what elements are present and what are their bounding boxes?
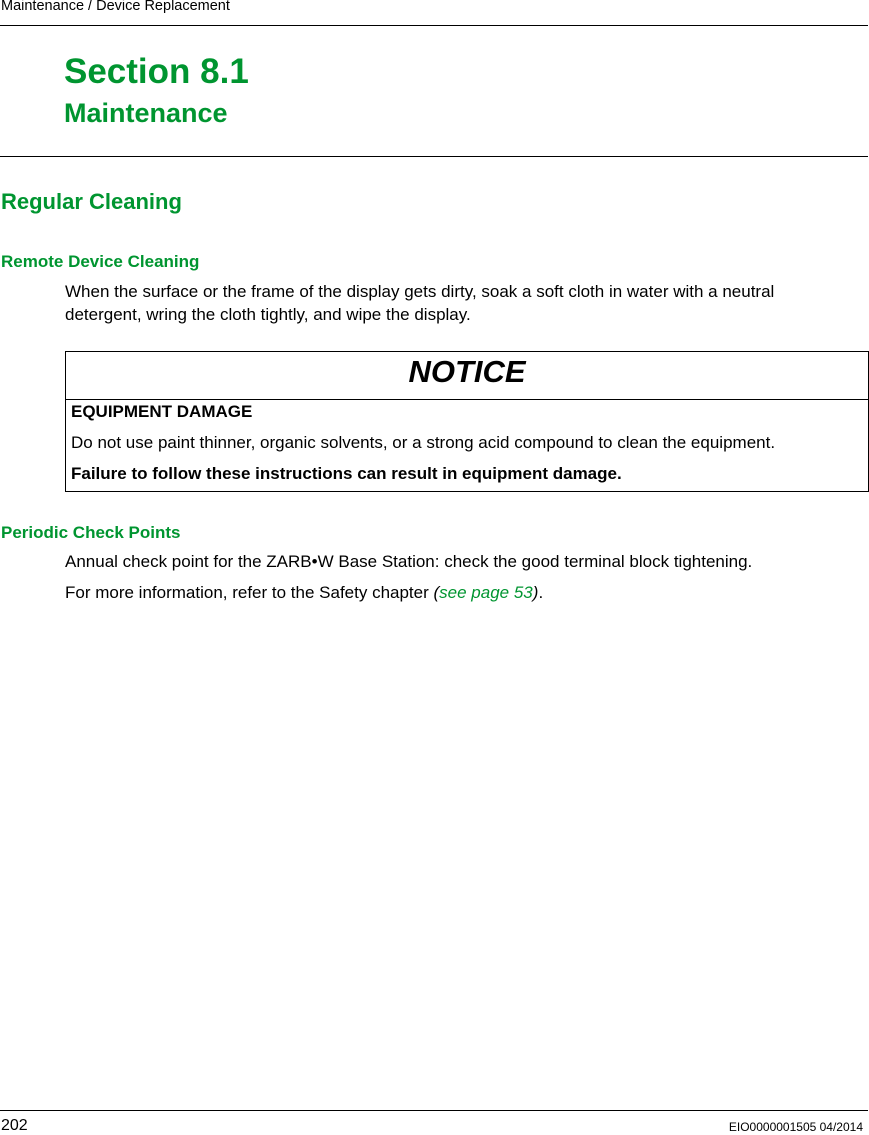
heading-regular-cleaning: Regular Cleaning — [1, 189, 182, 214]
periodic-check-line-1: Annual check point for the ZARB•W Base Station: check the good terminal block tightening. — [65, 552, 753, 571]
notice-consequence: Failure to follow these instructions can result in equipment damage. — [71, 464, 622, 483]
remote-cleaning-line-1: When the surface or the frame of the display gets dirty, soak a soft cloth in water with a neutral — [65, 282, 775, 301]
notice-title: NOTICE — [66, 352, 868, 400]
section-number: Section 8.1 — [64, 52, 249, 91]
page-number: 202 — [1, 1117, 28, 1134]
heading-periodic-check-points: Periodic Check Points — [1, 523, 181, 542]
periodic-check-suffix: . — [538, 583, 544, 602]
notice-instruction: Do not use paint thinner, organic solvents, or a strong acid compound to clean the equipment. — [71, 433, 776, 452]
section-rule — [0, 156, 868, 157]
footer-rule — [0, 1110, 868, 1111]
header-rule — [0, 25, 868, 26]
heading-remote-device-cleaning: Remote Device Cleaning — [1, 252, 200, 271]
document-reference: EIO0000001505 04/2014 — [728, 1120, 863, 1134]
paren-open: ( — [433, 583, 440, 602]
remote-cleaning-line-2: detergent, wring the cloth tightly, and wipe the display. — [65, 305, 471, 324]
periodic-check-line-2 — [65, 582, 865, 605]
paren-close: ) — [532, 583, 539, 602]
notice-box — [65, 351, 869, 492]
notice-hazard: EQUIPMENT DAMAGE — [71, 402, 253, 421]
see-page-link[interactable]: see page 53 — [439, 583, 533, 602]
periodic-check-prefix: For more information, refer to the Safety chapter — [65, 583, 434, 602]
running-header: Maintenance / Device Replacement — [1, 0, 230, 14]
section-title: Maintenance — [64, 98, 228, 128]
